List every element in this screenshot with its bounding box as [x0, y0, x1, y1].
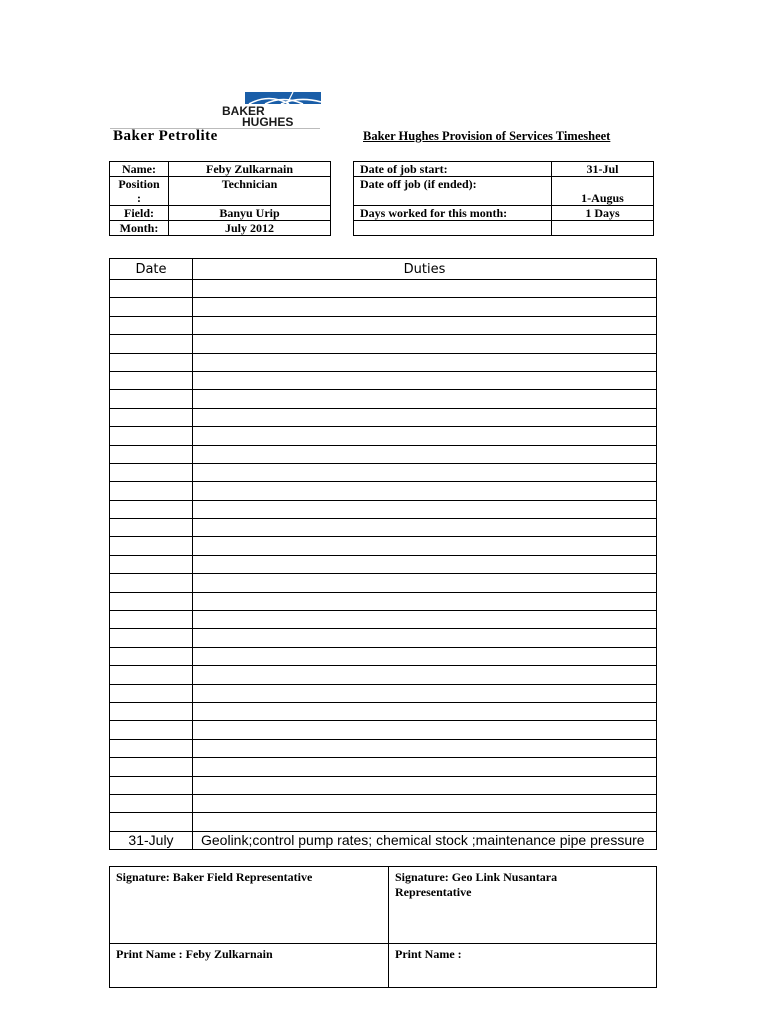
duties-cell [193, 353, 657, 371]
date-cell [110, 813, 193, 831]
table-row [110, 776, 657, 794]
table-row [110, 427, 657, 445]
job-info-table [353, 161, 654, 236]
duties-cell [193, 482, 657, 500]
table-row [110, 611, 657, 629]
name-label: Name: [110, 162, 169, 177]
duties-cell [193, 574, 657, 592]
position-label-text: Position [118, 177, 160, 191]
date-cell [110, 758, 193, 776]
duties-cell [193, 647, 657, 665]
position-label-colon: : [137, 191, 141, 205]
empty-label [354, 221, 552, 236]
document-title: Baker Hughes Provision of Services Timesheet [363, 129, 611, 143]
job-end-value: 1-Augus [552, 177, 654, 206]
days-worked-label: Days worked for this month: [354, 206, 552, 221]
table-row [110, 592, 657, 610]
position-label [110, 177, 169, 206]
baker-print-name: Print Name : Feby Zulkarnain [110, 944, 389, 988]
table-row [110, 574, 657, 592]
date-cell [110, 721, 193, 739]
position-value: Technician [169, 177, 331, 206]
entry-duties: Geolink;control pump rates; chemical stock ;maintenance pipe pressure [193, 831, 657, 849]
table-row [110, 758, 657, 776]
table-row [110, 739, 657, 757]
date-cell [110, 519, 193, 537]
table-row [110, 647, 657, 665]
table-row [110, 702, 657, 720]
date-cell [110, 427, 193, 445]
table-row [110, 162, 331, 177]
date-cell [110, 702, 193, 720]
table-header-row [110, 259, 657, 280]
table-row [110, 482, 657, 500]
duties-cell [193, 611, 657, 629]
date-cell [110, 666, 193, 684]
table-row [110, 813, 657, 831]
date-cell [110, 684, 193, 702]
duties-cell [193, 298, 657, 316]
job-end-label: Date off job (if ended): [354, 177, 552, 206]
table-row [110, 371, 657, 389]
table-row [110, 519, 657, 537]
duties-cell [193, 629, 657, 647]
table-row [354, 221, 654, 236]
logo-text-hughes: HUGHES [242, 115, 294, 128]
table-row [110, 463, 657, 481]
duties-cell [193, 371, 657, 389]
date-cell [110, 611, 193, 629]
job-start-value: 31-Jul [552, 162, 654, 177]
field-label: Field: [110, 206, 169, 221]
baker-signature-cell: Signature: Baker Field Representative [110, 867, 389, 944]
geolink-signature-cell [389, 867, 657, 944]
name-value: Feby Zulkarnain [169, 162, 331, 177]
duties-cell [193, 408, 657, 426]
geolink-signature-line2: Representative [395, 885, 472, 899]
field-value: Banyu Urip [169, 206, 331, 221]
table-row [110, 684, 657, 702]
month-value: July 2012 [169, 221, 331, 236]
table-row [110, 666, 657, 684]
table-row [110, 445, 657, 463]
table-row [110, 500, 657, 518]
date-cell [110, 794, 193, 812]
table-row [110, 221, 331, 236]
geolink-print-name: Print Name : [389, 944, 657, 988]
duties-cell [193, 390, 657, 408]
table-row [110, 298, 657, 316]
duties-cell [193, 445, 657, 463]
job-start-label: Date of job start: [354, 162, 552, 177]
table-row [110, 408, 657, 426]
duty-entry-row [110, 831, 657, 849]
date-cell [110, 592, 193, 610]
duties-cell [193, 519, 657, 537]
table-row [110, 537, 657, 555]
date-cell [110, 445, 193, 463]
date-cell [110, 555, 193, 573]
date-cell [110, 739, 193, 757]
table-row [110, 316, 657, 334]
table-row [354, 162, 654, 177]
duties-cell [193, 721, 657, 739]
duties-cell [193, 666, 657, 684]
table-row [110, 177, 331, 206]
duties-cell [193, 280, 657, 298]
duties-cell [193, 592, 657, 610]
table-row [110, 353, 657, 371]
duties-cell [193, 427, 657, 445]
date-cell [110, 482, 193, 500]
duties-cell [193, 702, 657, 720]
date-cell [110, 371, 193, 389]
date-cell [110, 353, 193, 371]
company-name: Baker Petrolite [113, 128, 218, 144]
month-label: Month: [110, 221, 169, 236]
duties-cell [193, 794, 657, 812]
date-cell [110, 500, 193, 518]
table-row [110, 794, 657, 812]
duties-cell [193, 684, 657, 702]
duties-cell [193, 739, 657, 757]
logo-text-baker: BAKER [222, 104, 265, 118]
table-row [110, 206, 331, 221]
date-cell [110, 280, 193, 298]
date-cell [110, 298, 193, 316]
date-cell [110, 647, 193, 665]
duties-table [109, 258, 657, 850]
date-cell [110, 316, 193, 334]
date-cell [110, 574, 193, 592]
date-cell [110, 390, 193, 408]
duties-column-header: Duties [193, 259, 657, 280]
table-row [110, 390, 657, 408]
duties-cell [193, 776, 657, 794]
duties-cell [193, 500, 657, 518]
days-worked-value: 1 Days [552, 206, 654, 221]
baker-hughes-logo [221, 92, 321, 128]
duties-cell [193, 555, 657, 573]
duties-cell [193, 463, 657, 481]
table-row [110, 944, 657, 988]
duties-cell [193, 537, 657, 555]
geolink-signature-line1: Signature: Geo Link Nusantara [395, 870, 558, 884]
duties-cell [193, 316, 657, 334]
date-cell [110, 776, 193, 794]
table-row [110, 280, 657, 298]
empty-value [552, 221, 654, 236]
date-cell [110, 335, 193, 353]
date-cell [110, 629, 193, 647]
table-row [354, 206, 654, 221]
table-row [110, 335, 657, 353]
table-row [354, 177, 654, 206]
employee-info-table [109, 161, 331, 236]
date-column-header: Date [110, 259, 193, 280]
signature-table [109, 866, 657, 988]
duties-cell [193, 335, 657, 353]
duties-cell [193, 758, 657, 776]
date-cell [110, 408, 193, 426]
entry-date: 31-July [110, 831, 193, 849]
date-cell [110, 537, 193, 555]
duties-cell [193, 813, 657, 831]
date-cell [110, 463, 193, 481]
table-row [110, 555, 657, 573]
table-row [110, 629, 657, 647]
table-row [110, 867, 657, 944]
table-row [110, 721, 657, 739]
duties-body [110, 280, 657, 850]
